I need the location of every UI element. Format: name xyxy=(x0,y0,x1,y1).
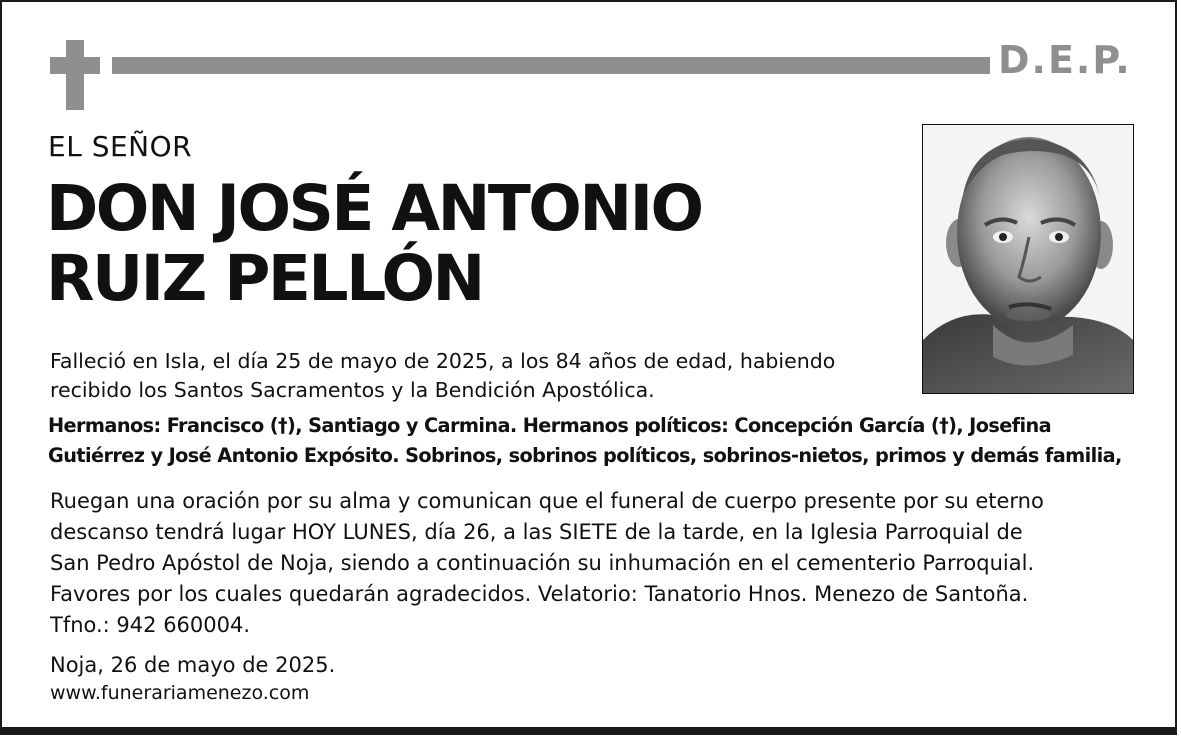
cross-icon xyxy=(50,40,100,110)
funeral-details xyxy=(50,486,1150,641)
text-line: Falleció en Isla, el día 25 de mayo de 2025, a los 84 años de edad, habiendo xyxy=(50,349,836,373)
portrait-image xyxy=(923,125,1133,393)
text-line: Tfno.: 942 660004. xyxy=(50,613,251,637)
dep-label: D.E.P. xyxy=(998,38,1132,82)
name-line: DON JOSÉ ANTONIO xyxy=(46,172,702,245)
bottom-rule xyxy=(2,727,1175,735)
deceased-name xyxy=(46,174,702,314)
text-line: Favores por los cuales quedarán agradecidos. Velatorio: Tanatorio Hnos. Menezo de Santoña. xyxy=(50,582,1029,606)
text-line: Ruegan una oración por su alma y comunican que el funeral de cuerpo presente por su eterno xyxy=(50,489,1044,513)
text-line: descanso tendrá lugar HOY LUNES, día 26, a las SIETE de la tarde, en la Iglesia Parroquial de xyxy=(50,520,1023,544)
header-rule xyxy=(112,57,990,74)
text-line: Gutiérrez y José Antonio Expósito. Sobrinos, sobrinos políticos, sobrinos-nietos, primos y demás familia, xyxy=(48,444,1122,467)
website-link[interactable]: www.funerariamenezo.com xyxy=(50,682,310,704)
text-line: recibido los Santos Sacramentos y la Bendición Apostólica. xyxy=(50,378,655,402)
text-line: San Pedro Apóstol de Noja, siendo a continuación su inhumación en el cementerio Parroquial. xyxy=(50,551,1035,575)
family-list xyxy=(48,411,1168,471)
text-line: Hermanos: Francisco (†), Santiago y Carmina. Hermanos políticos: Concepción García (†), Josefina xyxy=(48,414,1052,437)
honorific: EL SEÑOR xyxy=(48,130,193,163)
name-line: RUIZ PELLÓN xyxy=(46,242,483,315)
portrait-photo xyxy=(922,124,1134,394)
death-announcement xyxy=(50,347,890,405)
place-date: Noja, 26 de mayo de 2025. xyxy=(50,653,336,677)
